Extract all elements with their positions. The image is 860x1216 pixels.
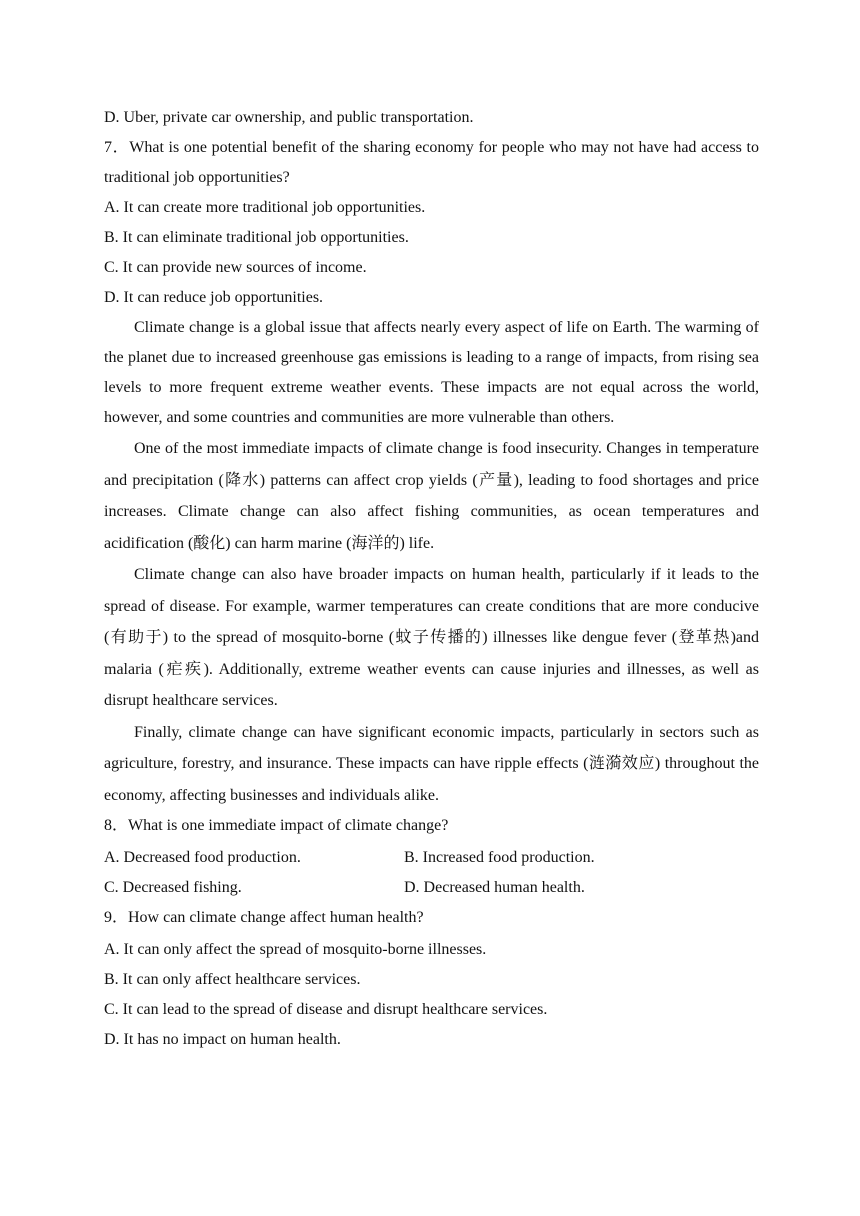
passage-paragraph-2: One of the most immediate impacts of climate change is food insecurity. Changes in temperature and precipitation (降水) patterns can affect crop yields (产量), leading to food shortages and price increases. Climate change can also affect fishing communities, as ocean temperatures and acidification (酸化) can harm marine (海洋的) life. (104, 440, 759, 552)
q8-option-a: A. Decreased food production. (104, 849, 301, 866)
q6-option-d: D. Uber, private car ownership, and public transportation. (104, 109, 474, 126)
q8-option-d: D. Decreased human health. (404, 879, 585, 896)
passage-paragraph-1: Climate change is a global issue that affects nearly every aspect of life on Earth. The warming of the planet due to increased greenhouse gas emissions is leading to a range of impacts, from rising sea levels to more frequent extreme weather events. These impacts are not equal across the world, however, and some countries and communities are more vulnerable than others. (104, 319, 759, 426)
q8-options-row-1 (104, 843, 759, 873)
q8-option-b: B. Increased food production. (404, 849, 595, 866)
q7-question: 7．What is one potential benefit of the sharing economy for people who may not have had access to traditional job opportunities? (104, 139, 759, 186)
q9-option-d: D. It has no impact on human health. (104, 1031, 341, 1048)
q8-option-c: C. Decreased fishing. (104, 879, 242, 896)
passage-paragraph-4: Finally, climate change can have significant economic impacts, particularly in sectors such as agriculture, forestry, and insurance. These impacts can have ripple effects (涟漪效应) throughout the economy, affecting businesses and individuals alike. (104, 723, 759, 804)
q7-option-c: C. It can provide new sources of income. (104, 259, 367, 276)
q7-option-a: A. It can create more traditional job opportunities. (104, 199, 426, 216)
document-content (104, 103, 759, 1055)
passage-paragraph-3: Climate change can also have broader impacts on human health, particularly if it leads to the spread of disease. For example, warmer temperatures can create conditions that are more conducive (有助于) to the spread of mosquito-borne (蚊子传播的) illnesses like dengue fever (登革热)and malaria (疟疾). Additionally, extreme weather events can cause injuries and illnesses, as well as disrupt healthcare services. (104, 566, 759, 709)
q9-option-c: C. It can lead to the spread of disease and disrupt healthcare services. (104, 1001, 548, 1018)
q8-options-row-2 (104, 873, 759, 903)
q8-question: 8．What is one immediate impact of climate change? (104, 817, 449, 834)
q7-option-d: D. It can reduce job opportunities. (104, 289, 324, 306)
q9-option-a: A. It can only affect the spread of mosquito-borne illnesses. (104, 941, 487, 958)
q9-option-b: B. It can only affect healthcare services. (104, 971, 361, 988)
q7-option-b: B. It can eliminate traditional job opportunities. (104, 229, 409, 246)
q9-question: 9．How can climate change affect human health? (104, 909, 424, 926)
